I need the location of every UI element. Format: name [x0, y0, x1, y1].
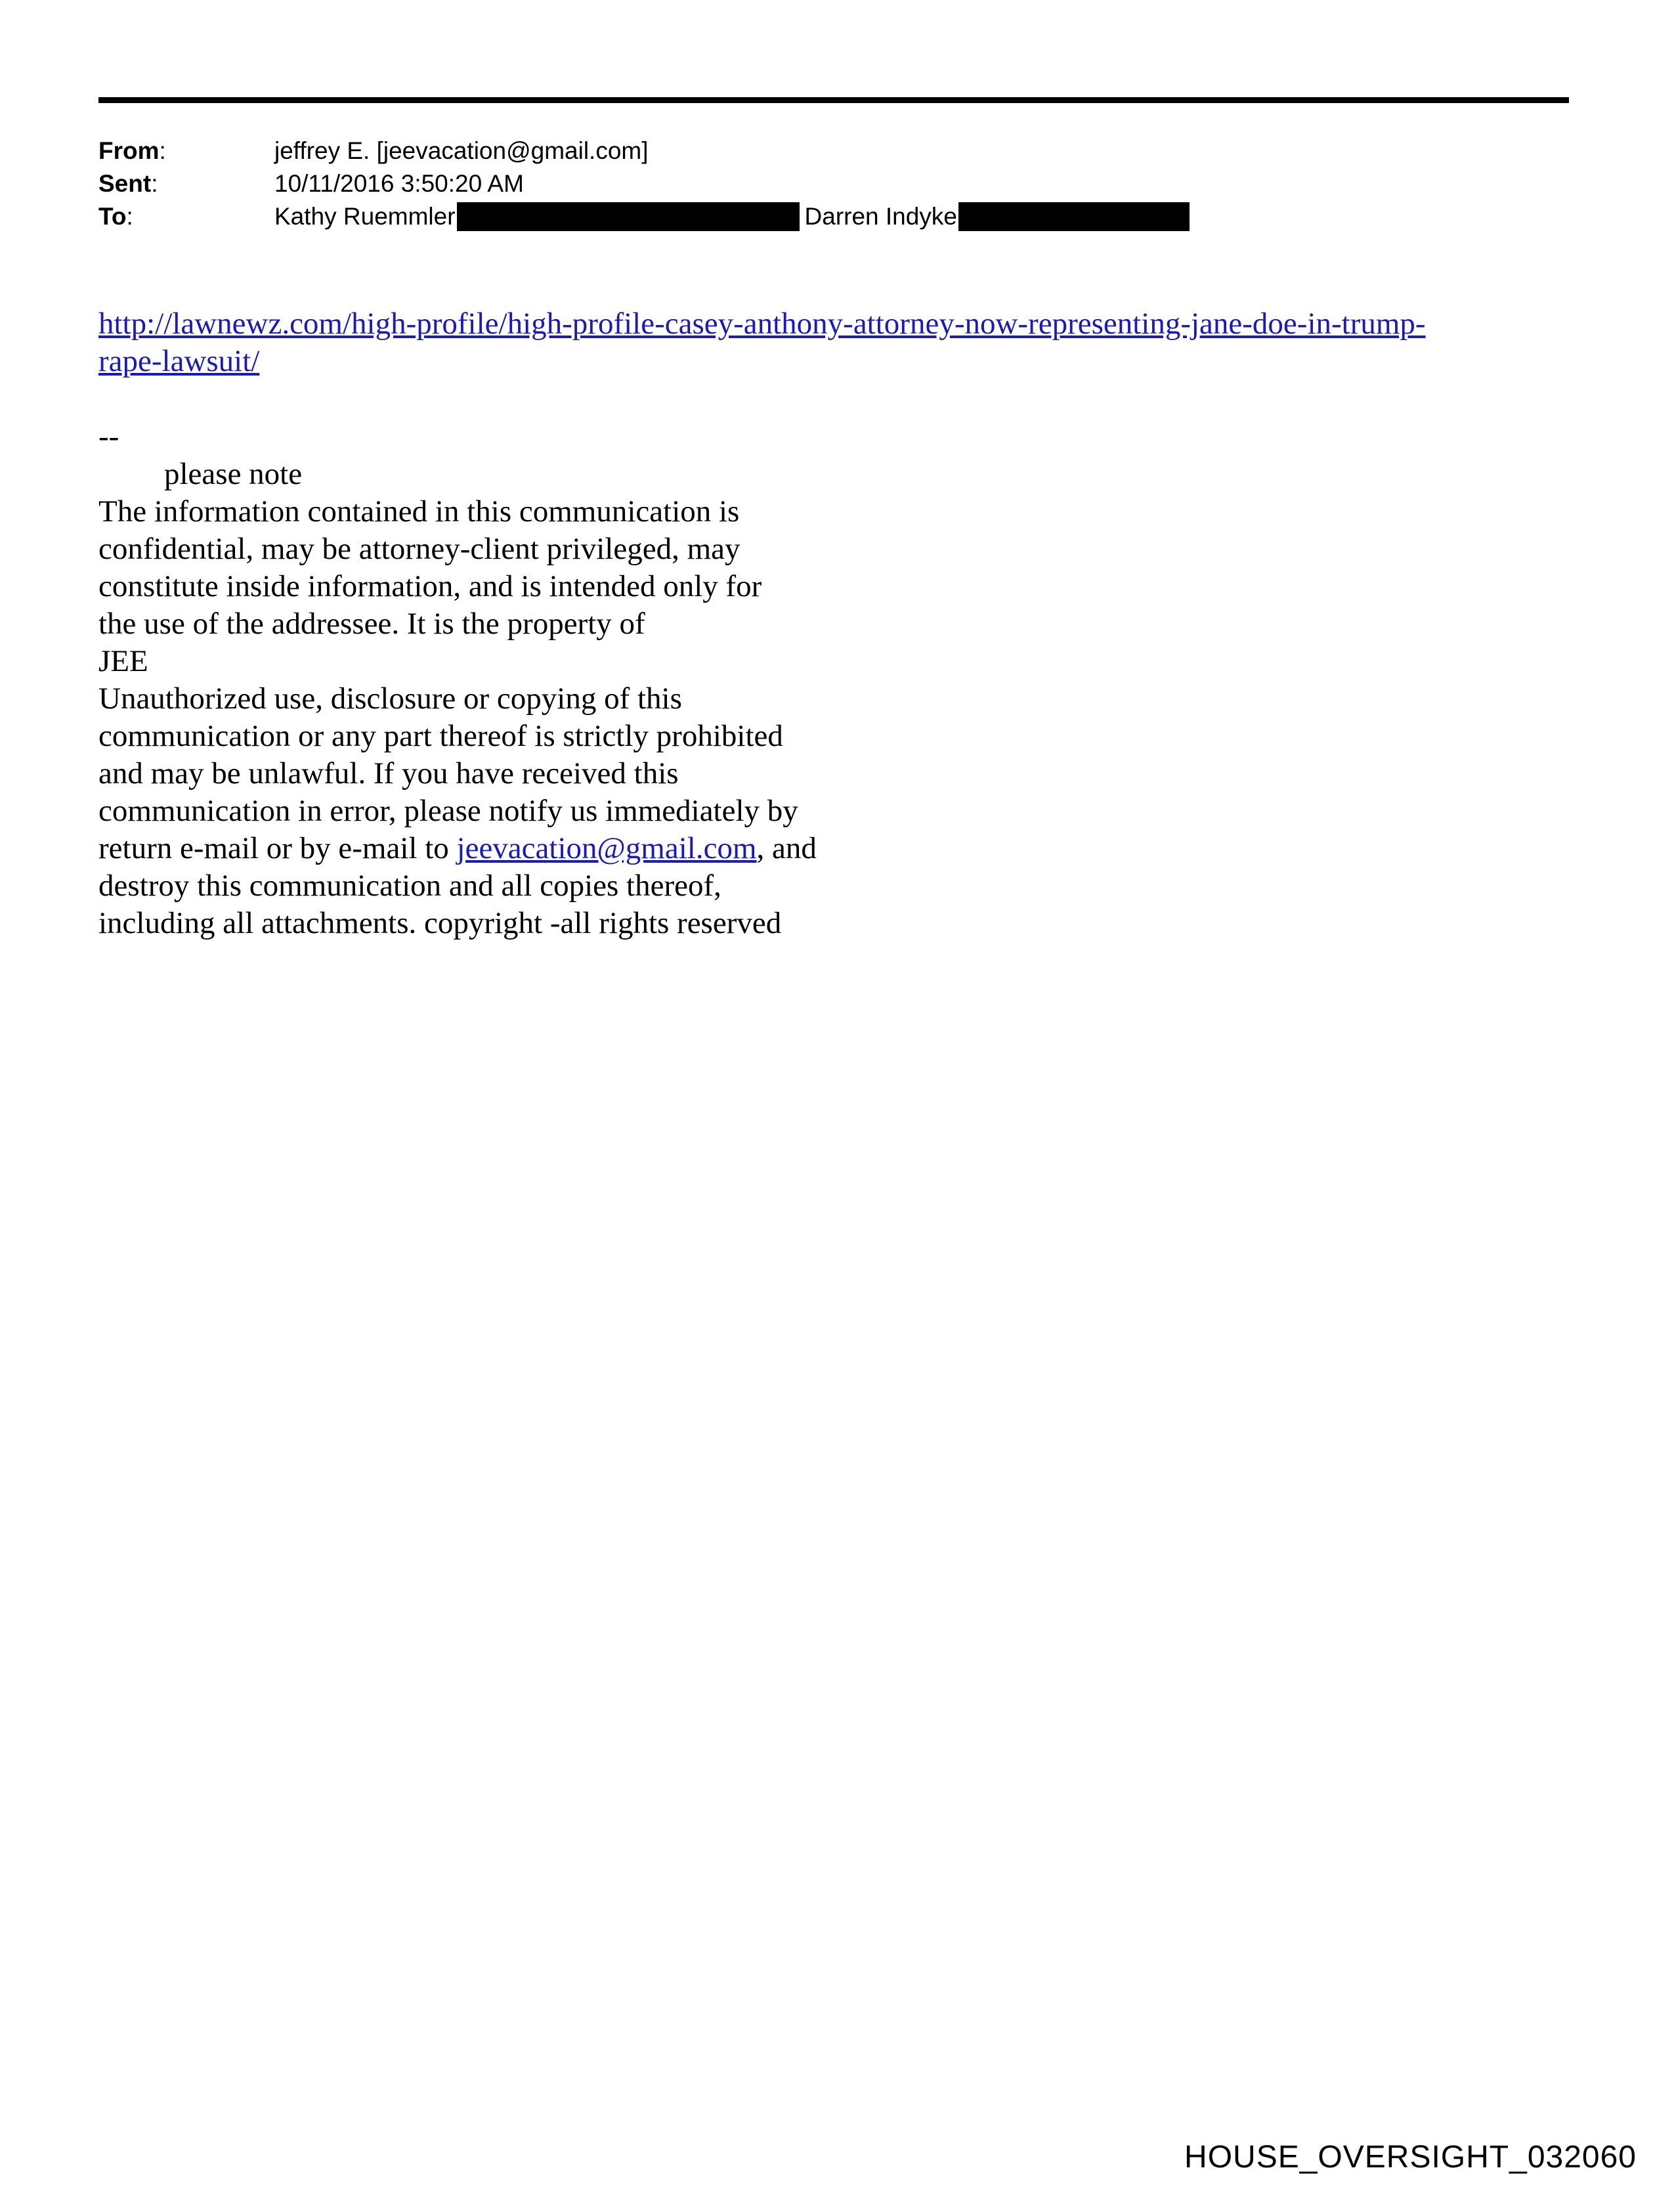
to-recipient-2: Darren Indyke — [804, 203, 957, 230]
bates-number: HOUSE_OVERSIGHT_032060 — [1184, 2140, 1637, 2175]
disclaimer-line: including all attachments. copyright -all rights reserved — [98, 906, 782, 940]
to-label: To: — [98, 203, 133, 230]
disclaimer-email-line — [98, 830, 952, 867]
header-divider — [98, 97, 1569, 103]
to-recipient-1: Kathy Ruemmler — [274, 203, 456, 230]
disclaimer-line: JEE — [98, 644, 148, 678]
disclaimer-line: destroy this communication and all copies thereof, — [98, 869, 721, 903]
from-label: From: — [98, 137, 166, 164]
please-note: please note — [164, 457, 303, 491]
disclaimer-line: communication or any part thereof is strictly prohibited — [98, 719, 783, 753]
redaction-box — [457, 202, 800, 231]
article-link-line-2[interactable]: rape-lawsuit/ — [98, 344, 260, 378]
disclaimer-line: The information contained in this communication is — [98, 494, 740, 529]
sent-value: 10/11/2016 3:50:20 AM — [274, 170, 524, 197]
disclaimer-email-prefix: return e-mail or by e-mail to — [98, 831, 457, 865]
confidentiality-disclaimer — [98, 493, 952, 942]
signature-separator: -- — [98, 420, 119, 454]
disclaimer-email-link[interactable]: jeevacation@gmail.com — [456, 831, 757, 865]
disclaimer-line: confidential, may be attorney-client privileged, may — [98, 532, 740, 566]
disclaimer-line: communication in error, please notify us immediately by — [98, 794, 798, 828]
disclaimer-line: the use of the addressee. It is the property of — [98, 607, 645, 641]
disclaimer-line: constitute inside information, and is intended only for — [98, 569, 762, 603]
article-link-line-1[interactable]: http://lawnewz.com/high-profile/high-profile-casey-anthony-attorney-now-representing-jane-doe-in-trump- — [98, 307, 1426, 341]
from-value: jeffrey E. [jeevacation@gmail.com] — [274, 137, 649, 164]
redaction-box — [958, 202, 1190, 231]
sent-label: Sent: — [98, 170, 158, 197]
to-value — [274, 200, 1190, 233]
article-link[interactable] — [98, 305, 1562, 380]
disclaimer-email-suffix: , and — [756, 831, 817, 865]
disclaimer-line: Unauthorized use, disclosure or copying of this — [98, 682, 682, 716]
disclaimer-line: and may be unlawful. If you have received this — [98, 756, 679, 791]
